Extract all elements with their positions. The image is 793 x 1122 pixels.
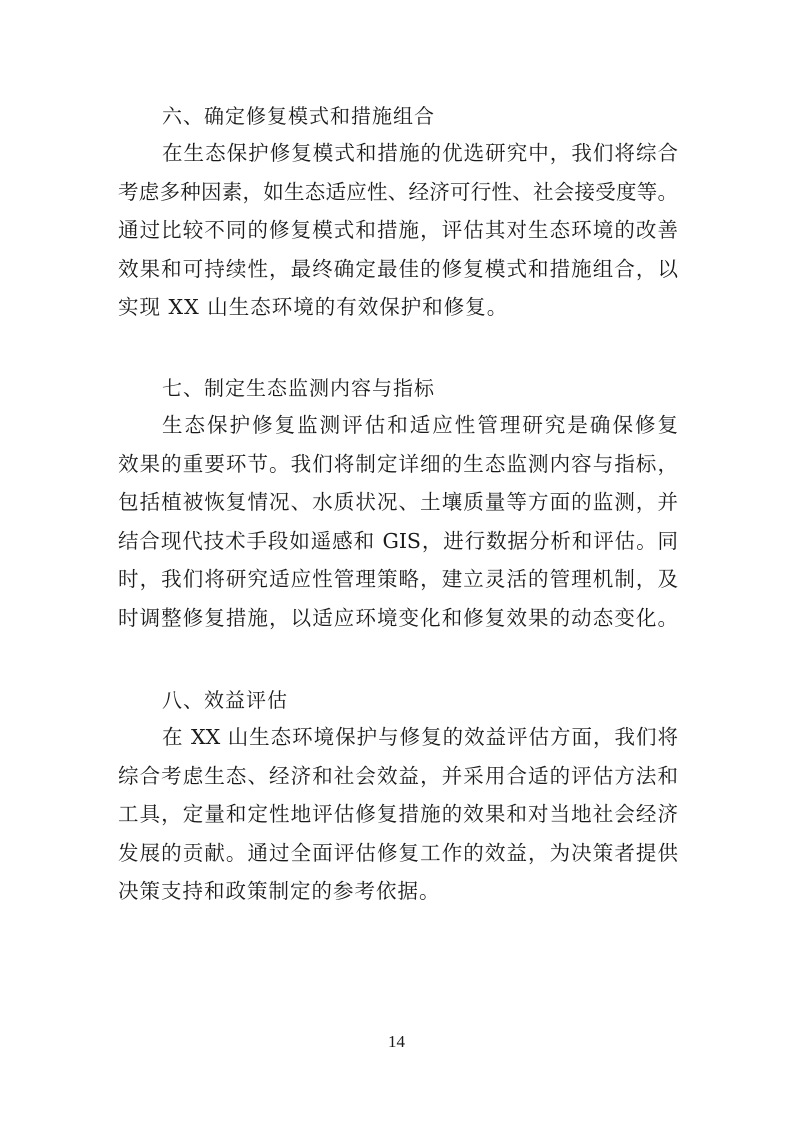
paragraph-line: 通过比较不同的修复模式和措施，评估其对生态环境的改善: [118, 218, 678, 242]
paragraph-line: 考虑多种因素，如生态适应性、经济可行性、社会接受度等。: [118, 179, 678, 204]
section-seven: [118, 370, 678, 637]
section-heading: 六、确定修复模式和措施组合: [162, 104, 435, 128]
paragraph-line: 实现 XX 山生态环境的有效保护和修复。: [118, 295, 509, 319]
section-six: [118, 98, 678, 327]
paragraph-line: 综合考虑生态、经济和社会效益，并采用合适的评估方法和: [118, 763, 678, 788]
paragraph-line: 在 XX 山生态环境保护与修复的效益评估方面，我们将: [162, 725, 678, 749]
paragraph-line: 包括植被恢复情况、水质状况、土壤质量等方面的监测，并: [118, 490, 678, 514]
paragraph-line: 工具，定量和定性地评估修复措施的效果和对当地社会经济: [118, 802, 678, 826]
paragraph-line: 生态保护修复监测评估和适应性管理研究是确保修复: [162, 413, 678, 437]
page-number: 14: [388, 1032, 405, 1051]
section-heading: 七、制定生态监测内容与指标: [162, 376, 435, 400]
section-eight: [118, 682, 678, 911]
section-heading: 八、效益评估: [162, 688, 288, 712]
paragraph-line: 效果的重要环节。我们将制定详细的生态监测内容与指标，: [118, 451, 678, 476]
paragraph-line: 时调整修复措施，以适应环境变化和修复效果的动态变化。: [118, 605, 678, 630]
paragraph-line: 在生态保护修复模式和措施的优选研究中，我们将综合: [162, 141, 678, 165]
paragraph-line: 时，我们将研究适应性管理策略，建立灵活的管理机制，及: [118, 567, 678, 591]
paragraph-line: 效果和可持续性，最终确定最佳的修复模式和措施组合，以: [118, 256, 678, 281]
paragraph-line: 结合现代技术手段如遥感和 GIS，进行数据分析和评估。同: [118, 528, 678, 553]
paragraph-line: 决策支持和政策制定的参考依据。: [118, 879, 441, 903]
paragraph-line: 发展的贡献。通过全面评估修复工作的效益，为决策者提供: [118, 840, 678, 865]
